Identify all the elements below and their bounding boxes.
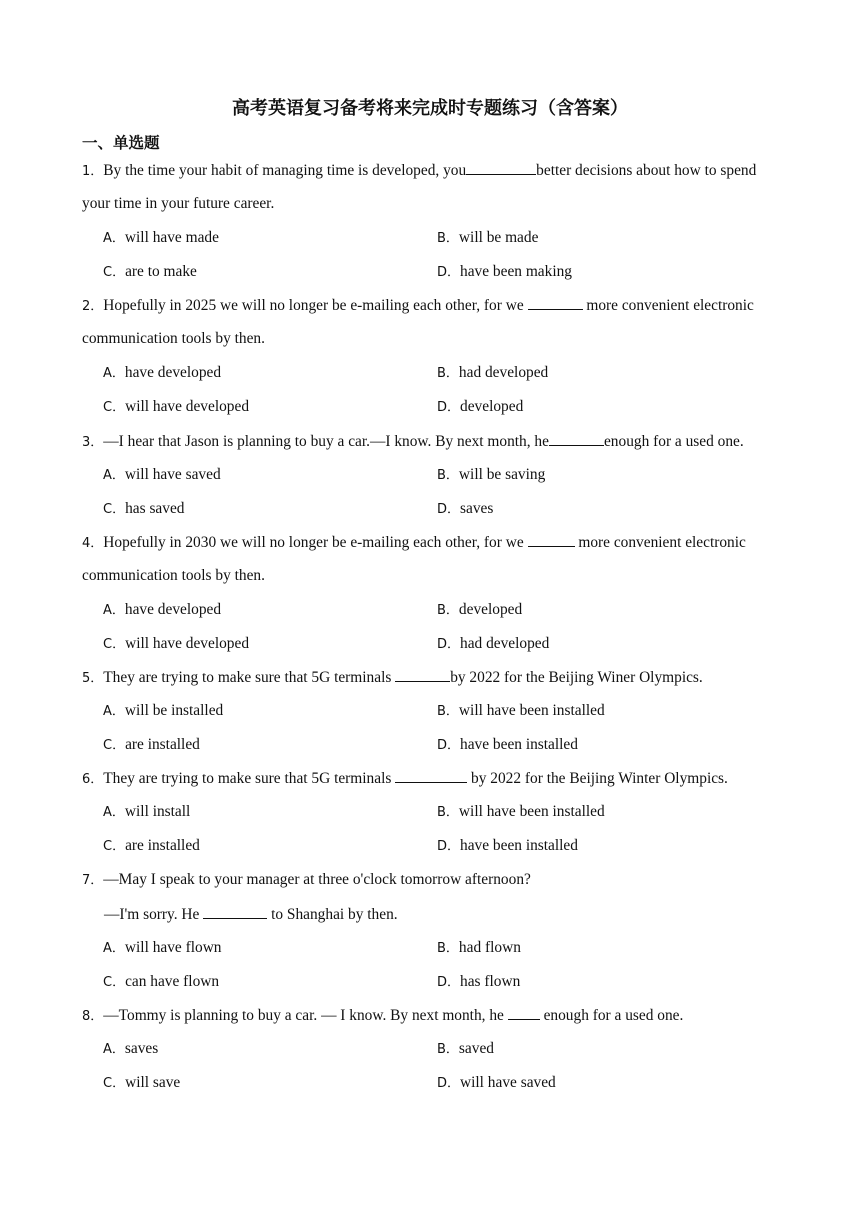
question-7-stem: 7．—May I speak to your manager at three o'clock tomorrow afternoon? [82, 871, 531, 888]
question-8-option-c[interactable]: C．will save [103, 1074, 181, 1091]
question-6-option-d[interactable]: D．have been installed [437, 837, 578, 854]
question-1-option-a[interactable]: A．will have made [103, 229, 219, 246]
answer-blank [395, 667, 450, 682]
section-heading: 一、单选题 [82, 134, 160, 152]
question-2-stem: 2．Hopefully in 2025 we will no longer be e-mailing each other, for we more convenient electronic [82, 297, 754, 314]
question-3-option-b[interactable]: B．will be saving [437, 466, 546, 483]
question-7-option-d[interactable]: D．has flown [437, 973, 521, 990]
question-1-option-d[interactable]: D．have been making [437, 263, 572, 280]
question-5-stem: 5．They are trying to make sure that 5G terminals by 2022 for the Beijing Winer Olympics. [82, 669, 703, 686]
answer-blank [549, 431, 604, 446]
answer-blank [528, 295, 583, 310]
question-7-stem-cont: —I'm sorry. He to Shanghai by then. [104, 906, 398, 923]
document-title: 高考英语复习备考将来完成时专题练习（含答案） [232, 98, 628, 119]
question-1-stem-cont: your time in your future career. [82, 195, 275, 212]
answer-blank [508, 1005, 540, 1020]
question-5-option-c[interactable]: C．are installed [103, 736, 200, 753]
question-3-option-a[interactable]: A．will have saved [103, 466, 221, 483]
question-4-stem: 4．Hopefully in 2030 we will no longer be e-mailing each other, for we more convenient electronic [82, 534, 746, 551]
question-1-option-c[interactable]: C．are to make [103, 263, 197, 280]
question-2-option-d[interactable]: D．developed [437, 398, 524, 415]
question-6-option-a[interactable]: A．will install [103, 803, 191, 820]
question-4-option-a[interactable]: A．have developed [103, 601, 222, 618]
question-5-option-a[interactable]: A．will be installed [103, 702, 224, 719]
question-2-option-a[interactable]: A．have developed [103, 364, 222, 381]
question-1-option-b[interactable]: B．will be made [437, 229, 539, 246]
question-5-option-b[interactable]: B．will have been installed [437, 702, 605, 719]
question-3-option-d[interactable]: D．saves [437, 500, 494, 517]
question-8-option-a[interactable]: A．saves [103, 1040, 159, 1057]
question-6-stem: 6．They are trying to make sure that 5G terminals by 2022 for the Beijing Winter Olympics. [82, 770, 728, 787]
question-6-option-c[interactable]: C．are installed [103, 837, 200, 854]
question-7-option-c[interactable]: C．can have flown [103, 973, 220, 990]
question-3-stem: 3．—I hear that Jason is planning to buy a car.—I know. By next month, he enough for a used one. [82, 433, 744, 450]
question-7-option-a[interactable]: A．will have flown [103, 939, 222, 956]
question-6-option-b[interactable]: B．will have been installed [437, 803, 605, 820]
question-7-option-b[interactable]: B．had flown [437, 939, 521, 956]
question-1-stem: 1．By the time your habit of managing time is developed, you better decisions about how to spend [82, 162, 757, 179]
question-4-option-b[interactable]: B．developed [437, 601, 523, 618]
question-8-option-b[interactable]: B．saved [437, 1040, 494, 1057]
answer-blank [466, 160, 536, 175]
question-8-option-d[interactable]: D．will have saved [437, 1074, 556, 1091]
question-4-stem-cont: communication tools by then. [82, 567, 265, 584]
question-4-option-c[interactable]: C．will have developed [103, 635, 250, 652]
question-4-option-d[interactable]: D．had developed [437, 635, 550, 652]
question-5-option-d[interactable]: D．have been installed [437, 736, 578, 753]
answer-blank [528, 532, 575, 547]
question-2-stem-cont: communication tools by then. [82, 330, 265, 347]
answer-blank [203, 904, 267, 919]
question-2-option-b[interactable]: B．had developed [437, 364, 549, 381]
answer-blank [395, 768, 467, 783]
question-2-option-c[interactable]: C．will have developed [103, 398, 250, 415]
question-3-option-c[interactable]: C．has saved [103, 500, 185, 517]
question-8-stem: 8．—Tommy is planning to buy a car. — I know. By next month, he enough for a used one. [82, 1007, 684, 1024]
